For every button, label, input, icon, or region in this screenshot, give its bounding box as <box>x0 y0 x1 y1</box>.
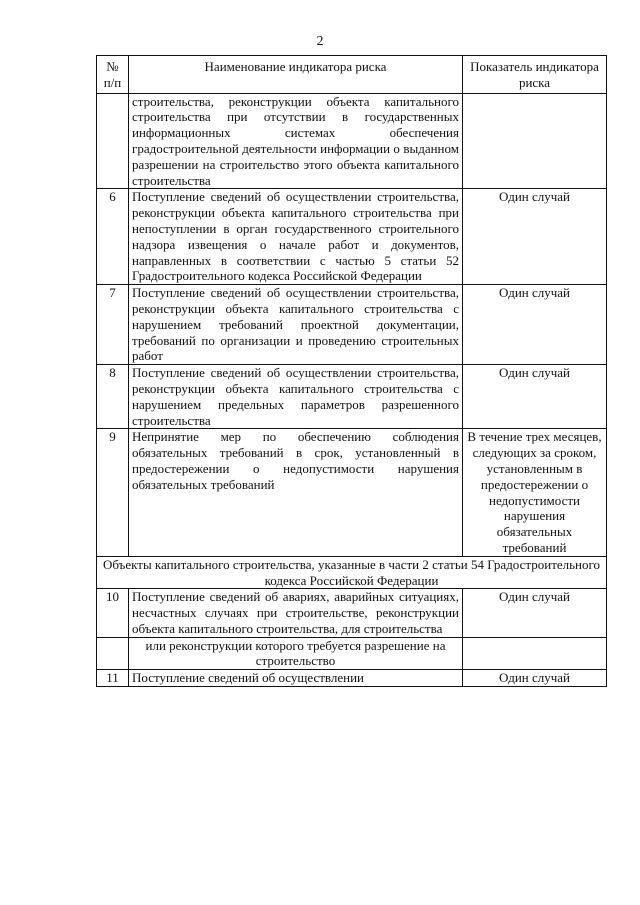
section-title: Объекты капитального строительства, указанные в части 2 статьи 54 Градостроительного кодекса Российской Федерации <box>97 556 607 589</box>
indicator-name: Поступление сведений об осуществлении строительства, реконструкции объекта капитального строительства с нарушением требований проектной документации, требований по организации и проведению строительных работ <box>129 285 463 365</box>
row-number: 9 <box>97 429 129 556</box>
indicator-name: Поступление сведений об осуществлении <box>129 670 463 687</box>
risk-indicators-table <box>96 55 607 687</box>
header-number: № п/п <box>97 56 129 94</box>
row-number: 7 <box>97 285 129 365</box>
indicator-value <box>463 93 607 189</box>
table-row <box>97 285 607 365</box>
row-number: 8 <box>97 365 129 429</box>
indicator-value: Один случай <box>463 189 607 285</box>
indicator-value: Один случай <box>463 670 607 687</box>
indicator-name: строительства, реконструкции объекта капитального строительства при отсутствии в государственных информационных системах обеспечения градостроительной деятельности информации о выданном разрешении на строительство этого объекта капитального строительства <box>129 93 463 189</box>
row-number <box>97 637 129 670</box>
indicator-value: Один случай <box>463 589 607 637</box>
row-number: 10 <box>97 589 129 637</box>
table-row <box>97 589 607 637</box>
indicator-value <box>463 637 607 670</box>
indicator-value: Один случай <box>463 365 607 429</box>
row-number: 6 <box>97 189 129 285</box>
indicator-name: Поступление сведений об осуществлении строительства, реконструкции объекта капитального строительства с нарушением предельных параметров разрешенного строительства <box>129 365 463 429</box>
indicator-value: Один случай <box>463 285 607 365</box>
table-row <box>97 429 607 556</box>
indicator-name: Непринятие мер по обеспечению соблюдения обязательных требований в срок, установленный в предостережении о недопустимости нарушения обязательных требований <box>129 429 463 556</box>
table-row-continuation <box>97 637 607 670</box>
table-row <box>97 365 607 429</box>
indicator-name: Поступление сведений об авариях, аварийных ситуациях, несчастных случаях при строительстве, реконструкции объекта капитального строительства, для строительства <box>129 589 463 637</box>
indicator-value: В течение трех месяцев, следующих за сроком, установленным в предостережении о недопустимости нарушения обязательных требований <box>463 429 607 556</box>
table-row <box>97 189 607 285</box>
indicator-name-continuation: или реконструкции которого требуется разрешение на строительство <box>129 637 463 670</box>
header-indicator-name: Наименование индикатора риска <box>129 56 463 94</box>
table-row <box>97 93 607 189</box>
row-number <box>97 93 129 189</box>
table-header-row <box>97 56 607 94</box>
row-number: 11 <box>97 670 129 687</box>
table-row <box>97 670 607 687</box>
page-number: 2 <box>316 34 324 49</box>
indicator-name: Поступление сведений об осуществлении строительства, реконструкции объекта капитального строительства при непоступлении в орган государственного строительного надзора извещения о начале работ и документов, направленных в соответствии с частью 5 статьи 52 Градостроительного кодекса Российской Федерации <box>129 189 463 285</box>
section-row <box>97 556 607 589</box>
header-indicator-value: Показатель индикатора риска <box>463 56 607 94</box>
